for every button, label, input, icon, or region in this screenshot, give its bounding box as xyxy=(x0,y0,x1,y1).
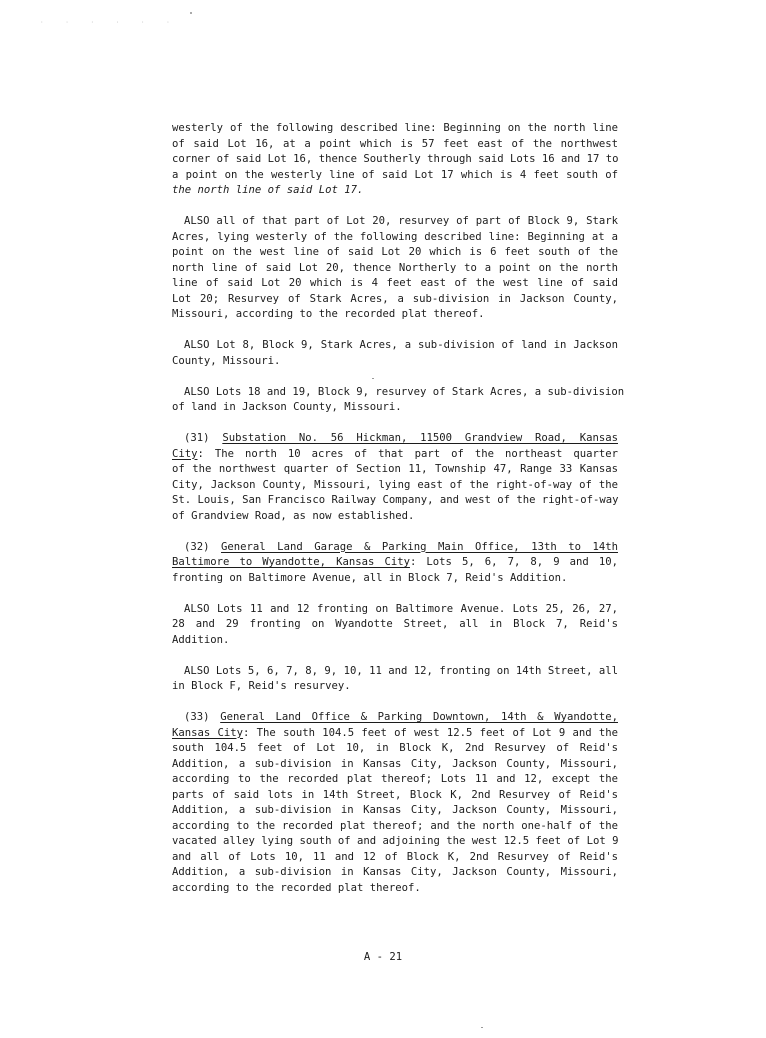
text-line: ALSO all of that part of Lot 20, resurvey of part of Block 9, Stark xyxy=(184,215,618,227)
paragraph-continuation xyxy=(172,121,618,199)
text-line: of the northwest quarter of Section 11, Township 47, Range 33 Kansas xyxy=(172,463,618,475)
text-line: and all of Lots 10, 11 and 12 of Block K, 2nd Resurvey of Reid's xyxy=(172,850,618,863)
heading-line xyxy=(172,555,618,571)
text-line: line of said Lot 20 which is 4 feet east of the west line of said xyxy=(172,277,618,289)
item-heading: General Land Garage & Parking Main Office, 13th to 14th xyxy=(221,540,618,553)
scan-speck xyxy=(372,378,374,379)
heading-line xyxy=(172,447,618,463)
page-number: A - 21 xyxy=(363,951,403,963)
text-line: ALSO Lot 8, Block 9, Stark Acres, a sub-division of land in Jackson xyxy=(184,339,618,351)
text-line: 28 and 29 fronting on Wyandotte Street, all in Block 7, Reid's xyxy=(172,618,618,630)
paragraph-also-lots-18-19 xyxy=(172,385,625,416)
text-line: Addition, a sub-division in Kansas City, Jackson County, Missouri, xyxy=(172,757,618,770)
text-fragment: : The south 104.5 feet of west 12.5 feet of Lot 9 and the xyxy=(243,726,618,739)
item-33-land-office xyxy=(172,710,618,896)
heading-line xyxy=(172,431,618,447)
heading-line xyxy=(172,710,618,726)
text-line: ALSO Lots 5, 6, 7, 8, 9, 10, 11 and 12, fronting on 14th Street, all xyxy=(184,664,618,677)
item-heading-cont: Kansas City xyxy=(172,726,244,739)
text-line: parts of said lots in 14th Street, Block K, 2nd Resurvey of Reid's xyxy=(172,788,618,801)
item-32-garage xyxy=(172,540,618,587)
text-line: fronting on Baltimore Avenue, all in Block 7, Reid's Addition. xyxy=(172,571,568,584)
text-fragment: : Lots 5, 6, 7, 8, 9 and 10, xyxy=(409,556,618,568)
item-number: (32) xyxy=(184,540,210,553)
item-heading-cont: Baltimore to Wyandotte, Kansas City xyxy=(172,556,410,568)
paragraph-also-lots-5-12 xyxy=(172,664,618,695)
text-fragment: : The north 10 acres of that part of the northeast quarter xyxy=(197,447,618,460)
text-line: County, Missouri. xyxy=(172,354,281,367)
text-line: of Grandview Road, as now established. xyxy=(172,509,415,522)
text-line: ALSO Lots 18 and 19, Block 9, resurvey of Stark Acres, a sub-division xyxy=(184,385,625,398)
text-line: according to the recorded plat thereof; Lots 11 and 12, except the xyxy=(172,773,618,785)
text-line: of said Lot 16, at a point which is 57 feet east of the northwest xyxy=(172,137,618,150)
scan-speck xyxy=(481,1027,483,1028)
paragraph-also-lots-11-12 xyxy=(172,602,618,649)
text-line: of land in Jackson County, Missouri. xyxy=(172,401,402,413)
text-line: City, Jackson County, Missouri, lying east of the right-of-way of the xyxy=(172,478,618,491)
text-line: Lot 20; Resurvey of Stark Acres, a sub-division in Jackson County, xyxy=(172,292,618,305)
heading-line xyxy=(172,726,618,742)
item-heading: Substation No. 56 Hickman, 11500 Grandview Road, Kansas xyxy=(222,432,618,444)
text-line: St. Louis, San Francisco Railway Company, and west of the right-of-way xyxy=(172,494,619,506)
paragraph-also-lot-8 xyxy=(172,338,618,369)
text-line: Acres, lying westerly of the following described line: Beginning at a xyxy=(172,230,618,243)
text-line: according to the recorded plat thereof; and the north one-half of the xyxy=(172,819,618,832)
item-number: (33) xyxy=(184,711,210,723)
item-heading: General Land Office & Parking Downtown, 14th & Wyandotte, xyxy=(220,711,618,723)
scan-specks: · · · · · · xyxy=(40,19,179,26)
item-heading-cont: City xyxy=(172,447,198,460)
text-line: ALSO Lots 11 and 12 fronting on Baltimore Avenue. Lots 25, 26, 27, xyxy=(184,602,618,615)
text-line: according to the recorded plat thereof. xyxy=(172,881,421,894)
text-line: point on the west line of said Lot 20 which is 6 feet south of the xyxy=(172,246,618,258)
text-line: Missouri, according to the recorded plat thereof. xyxy=(172,308,485,320)
paragraph-also-lot-20 xyxy=(172,214,618,323)
text-line: Addition, a sub-division in Kansas City, Jackson County, Missouri, xyxy=(172,804,618,816)
item-31-substation xyxy=(172,431,618,524)
item-number: (31) xyxy=(184,432,210,444)
heading-line xyxy=(172,540,618,556)
text-line: south 104.5 feet of Lot 10, in Block K, 2nd Resurvey of Reid's xyxy=(172,742,618,754)
text-line: Addition, a sub-division in Kansas City, Jackson County, Missouri, xyxy=(172,866,618,878)
text-line: westerly of the following described line: Beginning on the north line xyxy=(172,122,618,134)
text-line: vacated alley lying south of and adjoining the west 12.5 feet of Lot 9 xyxy=(172,835,619,847)
scan-speck xyxy=(190,12,192,14)
text-line: in Block F, Reid's resurvey. xyxy=(172,680,351,692)
text-line: the north line of said Lot 17. xyxy=(172,184,364,196)
text-line: north line of said Lot 20, thence Northerly to a point on the north xyxy=(172,261,618,274)
text-line: a point on the westerly line of said Lot 17 which is 4 feet south of xyxy=(172,168,618,181)
text-line: Addition. xyxy=(172,633,230,646)
document-body xyxy=(172,121,625,912)
text-line: corner of said Lot 16, thence Southerly through said Lots 16 and 17 to xyxy=(172,153,619,165)
